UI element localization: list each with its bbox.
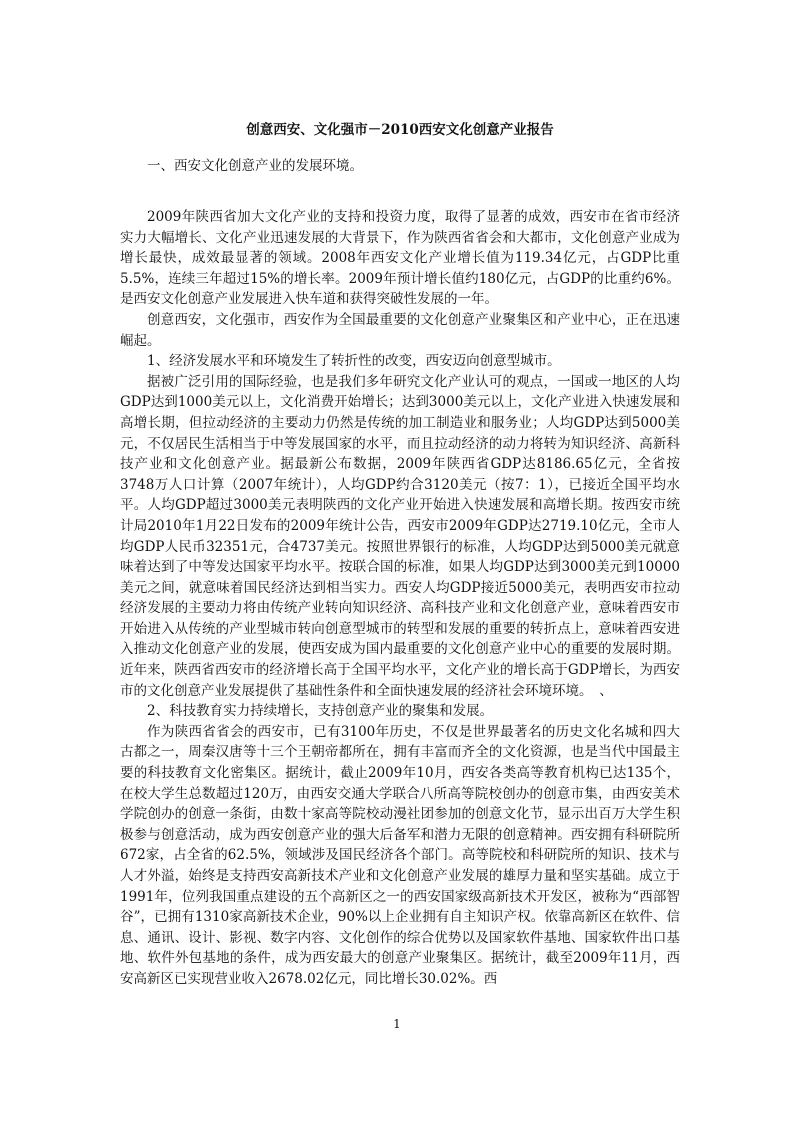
paragraph-intro: 2009年陕西省加大文化产业的支持和投资力度，取得了显著的成效，西安市在省市经济实力大幅增长、文化产业迅速发展的大背景下，作为陕西省省会和大都市，文化创意产业成为增长最快，成效最显著的领域。2008年西安文化产业增长值为119.34亿元，占GDP比重5.5%，连续三年超过15%的增长率。2009年预计增长值约180亿元，占GDP的比重约6%。是西安文化创意产业发展进入快车道和获得突破性发展的一年。 <box>120 209 680 308</box>
document-title: 创意西安、文化强市－2010西安文化创意产业报告 <box>246 122 554 138</box>
document-body <box>120 121 680 990</box>
subheading-education: 2、科技教育实力持续增长，支持创意产业的聚集和发展。 <box>147 703 494 720</box>
paragraph-economy: 据被广泛引用的国际经验，也是我们多年研究文化产业认可的观点，一国或一地区的人均GDP达到1000美元以上，文化消费开始增长；达到3000美元以上，文化产业进入快速发展和高增长期，但拉动经济的主要动力仍然是传统的加工制造业和服务业；人均GDP达到5000美元，不仅居民生活相当于中等发展国家的水平，而且拉动经济的动力将转为知识经济、高新科技产业和文化创意产业。据最新公布数据，2009年陕西省GDP达8186.65亿元，全省按3748万人口计算（2007年统计），人均GDP约合3120美元（按7：1），已接近全国平均水平。人均GDP超过3000美元表明陕西的文化产业开始进入快速发展和高增长期。按西安市统计局2010年1月22日发布的2009年统计公告，西安市2009年GDP达2719.10亿元，全市人均GDP人民币32351元，合4737美元。按照世界银行的标准，人均GDP达到5000美元就意味着达到了中等发达国家平均水平。按联合国的标准，如果人均GDP达到3000美元到10000美元之间，就意味着国民经济达到相当实力。西安人均GDP接近5000美元，表明西安市拉动经济发展的主要动力将由传统产业转向知识经济、高科技产业和文化创意产业，意味着西安市开始进入从传统的产业型城市转向创意型城市的转型和发展的重要的转折点上，意味着西安进入推动文化创意产业的发展，使西安成为国内最重要的文化创意产业中心的重要的发展时期。近年来，陕西省西安市的经济增长高于全国平均水平，文化产业的增长高于GDP增长，为西安市的文化创意产业发展提供了基础性条件和全面快速发展的经济社会环境环境。 、 <box>120 373 680 699</box>
paragraph-creative-xian: 创意西安，文化强市，西安作为全国最重要的文化创意产业聚集区和产业中心，正在迅速崛起。 <box>120 311 680 349</box>
paragraph-education: 作为陕西省省会的西安市，已有3100年历史，不仅是世界最著名的历史文化名城和四大古都之一，周秦汉唐等十三个王朝帝都所在，拥有丰富而齐全的文化资源，也是当代中国最主要的科技教育文化密集区。据统计，截止2009年10月，西安各类高等教育机构已达135个，在校大学生总数超过120万，由西安交通大学联合八所高等院校创办的创意市集，由西安美术学院创办的创意一条街，由数十家高等院校动漫社团参加的创意文化节，显示出百万大学生积极参与创意活动，成为西安创意产业的强大后备军和潜力无限的创意精神。西安拥有科研院所672家，占全省的62.5%，领域涉及国民经济各个部门。高等院校和科研院所的知识、技术与人才外溢，始终是支持西安高新技术产业和文化创意产业发展的雄厚力量和坚实基础。成立于1991年，位列我国重点建设的五个高新区之一的西安国家级高新技术开发区，被称为“西部智谷”，已拥有1310家高新技术企业，90%以上企业拥有自主知识产权。依靠高新区在软件、信息、通讯、设计、影视、数字内容、文化创作的综合优势以及国家软件基地、国家软件出口基地、软件外包基地的条件，成为西安最大的创意产业聚集区。据统计，截至2009年11月，西安高新区已实现营业收入2678.02亿元，同比增长30.02%。西 <box>120 723 680 987</box>
page-number: 1 <box>393 1017 401 1031</box>
section-heading: 一、西安文化创意产业的发展环境。 <box>147 158 363 174</box>
subheading-economy: 1、经济发展水平和环境发生了转折性的改变，西安迈向创意型城市。 <box>147 353 561 370</box>
